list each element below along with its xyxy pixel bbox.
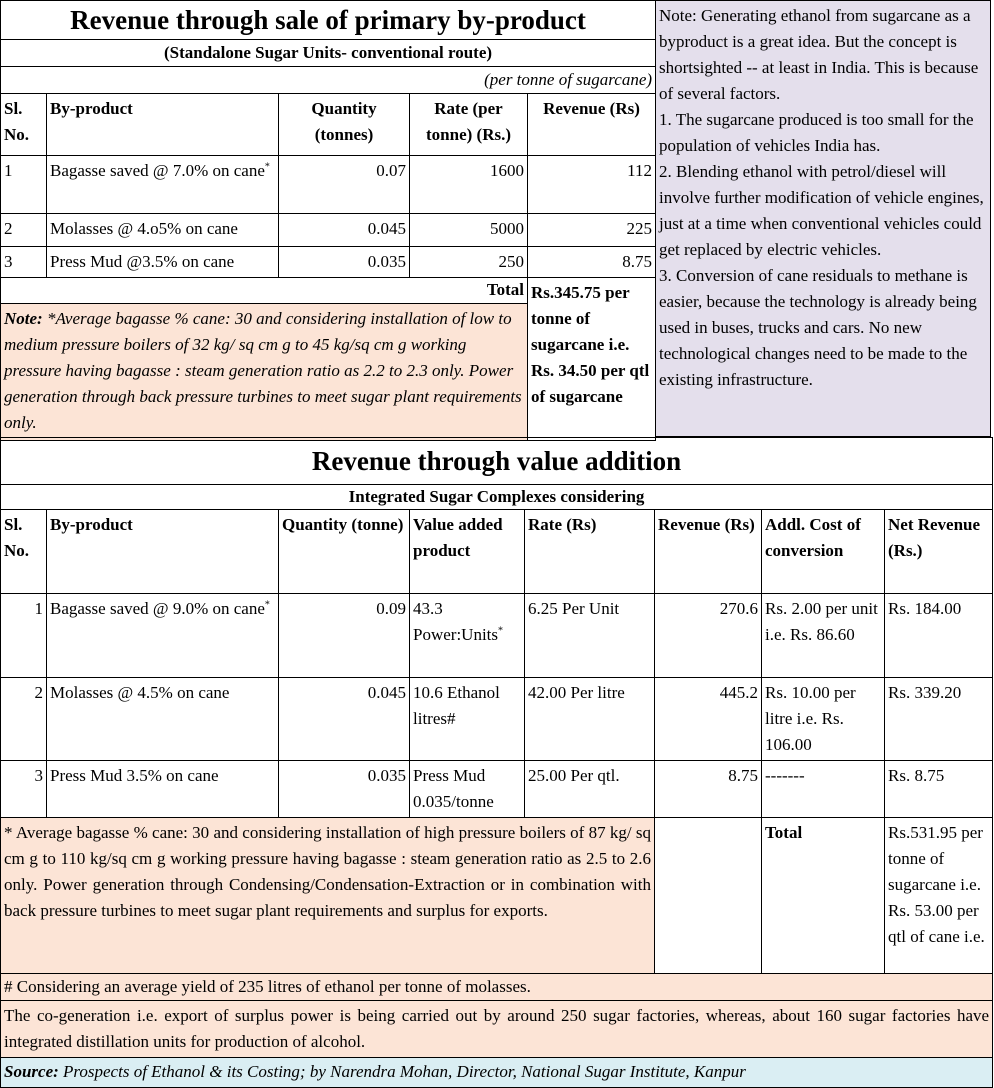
row-byproduct: Bagasse saved @ 7.0% on cane* <box>47 156 279 214</box>
table-row <box>1 156 656 214</box>
header-rate: Rate (per tonne) (Rs.) <box>410 94 528 156</box>
total-label: Total <box>1 278 528 304</box>
header-sl-no: Sl. No. <box>1 94 47 156</box>
table-row <box>1 214 656 247</box>
header-byproduct: By-product <box>47 94 279 156</box>
primary-note <box>1 304 528 441</box>
row-sl-no: 1 <box>1 156 47 214</box>
row-sl-no: 3 <box>1 247 47 278</box>
row-revenue: 8.75 <box>655 761 762 818</box>
row-revenue: 270.6 <box>655 594 762 678</box>
side-note-point-2: 2. Blending ethanol with petrol/diesel will involve further modification of vehicle engines, just at a time when conventional vehicles could get replaced by electric vehicles. <box>659 162 984 259</box>
row-quantity: 0.045 <box>279 214 410 247</box>
note-text: *Average bagasse % cane: 30 and considering installation of low to medium pressure boilers of 32 kg/ sq cm g to 45 kg/sq cm g working pressure having bagasse : steam generation ratio as 2.2 to 2.3 only. Power generation through back pressure turbines to meet sugar plant requirements only. <box>4 309 522 432</box>
source-text: Prospects of Ethanol & its Costing; by Narendra Mohan, Director, National Sugar Institute, Kanpur <box>63 1062 746 1081</box>
source-label: Source: <box>4 1062 59 1081</box>
row-value-added-product: 10.6 Ethanol litres# <box>410 678 525 761</box>
row-byproduct: Bagasse saved @ 9.0% on cane* <box>47 594 279 678</box>
row-value-added-product: 43.3 Power:Units* <box>410 594 525 678</box>
row-quantity: 0.07 <box>279 156 410 214</box>
value-table-title: Revenue through value addition <box>1 438 993 485</box>
row-byproduct: Press Mud 3.5% on cane <box>47 761 279 818</box>
row-revenue: 225 <box>528 214 656 247</box>
header-conversion-cost: Addl. Cost of conversion <box>762 510 885 594</box>
table-row <box>1 594 993 678</box>
row-quantity: 0.035 <box>279 247 410 278</box>
row-conversion-cost: ------- <box>762 761 885 818</box>
row-rate: 6.25 Per Unit <box>525 594 655 678</box>
row-rate: 42.00 Per litre <box>525 678 655 761</box>
side-note-point-3: 3. Conversion of cane residuals to methane is easier, because the technology is already being used in buses, trucks and cars. No new technological changes need to be made to the existing infrastructure. <box>659 266 977 389</box>
row-conversion-cost: Rs. 2.00 per unit i.e. Rs. 86.60 <box>762 594 885 678</box>
total-label: Total <box>762 818 885 974</box>
row-quantity: 0.09 <box>279 594 410 678</box>
row-quantity: 0.045 <box>279 678 410 761</box>
header-sl-no: Sl. No. <box>1 510 47 594</box>
header-net-revenue: Net Revenue (Rs.) <box>885 510 993 594</box>
header-quantity: Quantity (tonne) <box>279 510 410 594</box>
row-sl-no: 3 <box>1 761 47 818</box>
row-byproduct: Press Mud @3.5% on cane <box>47 247 279 278</box>
row-byproduct: Molasses @ 4.5% on cane <box>47 678 279 761</box>
row-rate: 1600 <box>410 156 528 214</box>
value-table-subtitle: Integrated Sugar Complexes considering <box>1 485 993 510</box>
header-value-added-product: Value added product <box>410 510 525 594</box>
table-row <box>1 247 656 278</box>
header-byproduct: By-product <box>47 510 279 594</box>
side-note-intro: Note: Generating ethanol from sugarcane as a byproduct is a great idea. But the concept is shortsighted -- at least in India. This is because of several factors. <box>659 6 979 103</box>
blank-cell <box>655 818 762 974</box>
primary-byproduct-table <box>0 0 656 441</box>
primary-table-subtitle: (Standalone Sugar Units- conventional route) <box>1 40 656 67</box>
side-note <box>655 0 991 437</box>
row-sl-no: 1 <box>1 594 47 678</box>
row-value-added-product: Press Mud 0.035/tonne <box>410 761 525 818</box>
row-net-revenue: Rs. 184.00 <box>885 594 993 678</box>
total-value: Rs.531.95 per tonne of sugarcane i.e. Rs. 53.00 per qtl of cane i.e. <box>885 818 993 974</box>
table-row <box>1 678 993 761</box>
row-revenue: 445.2 <box>655 678 762 761</box>
row-rate: 5000 <box>410 214 528 247</box>
row-revenue: 8.75 <box>528 247 656 278</box>
row-sl-no: 2 <box>1 214 47 247</box>
note-label: Note: <box>4 309 43 328</box>
row-sl-no: 2 <box>1 678 47 761</box>
row-net-revenue: Rs. 339.20 <box>885 678 993 761</box>
header-revenue: Revenue (Rs) <box>528 94 656 156</box>
header-rate: Rate (Rs) <box>525 510 655 594</box>
row-conversion-cost: Rs. 10.00 per litre i.e. Rs. 106.00 <box>762 678 885 761</box>
cogeneration-note: The co-generation i.e. export of surplus power is being carried out by around 250 sugar factories, whereas, about 160 sugar factories have integrated distillation units for production of alcohol. <box>1 1001 993 1058</box>
unit-note: (per tonne of sugarcane) <box>1 67 656 94</box>
header-revenue: Revenue (Rs) <box>655 510 762 594</box>
row-rate: 250 <box>410 247 528 278</box>
row-quantity: 0.035 <box>279 761 410 818</box>
bagasse-footnote: * Average bagasse % cane: 30 and considering installation of high pressure boilers of 87 kg/ sq cm g to 110 kg/sq cm g working pressure having bagasse : steam generation ratio as 2.5 to 2.6 only. Power generation through Condensing/Condensation-Extraction or in combination with back pressure turbines to meet sugar plant requirements and surplus for exports. <box>1 818 655 974</box>
row-revenue: 112 <box>528 156 656 214</box>
row-rate: 25.00 Per qtl. <box>525 761 655 818</box>
primary-table-title: Revenue through sale of primary by-product <box>1 1 656 40</box>
header-quantity: Quantity (tonnes) <box>279 94 410 156</box>
total-value: Rs.345.75 per tonne of sugarcane i.e. Rs. 34.50 per qtl of sugarcane <box>528 278 656 441</box>
value-addition-table <box>0 437 993 1088</box>
ethanol-yield-footnote: # Considering an average yield of 235 litres of ethanol per tonne of molasses. <box>1 974 993 1001</box>
table-row <box>1 761 993 818</box>
row-net-revenue: Rs. 8.75 <box>885 761 993 818</box>
side-note-point-1: 1. The sugarcane produced is too small for the population of vehicles India has. <box>659 110 974 155</box>
row-byproduct: Molasses @ 4.o5% on cane <box>47 214 279 247</box>
source-citation <box>1 1058 993 1088</box>
